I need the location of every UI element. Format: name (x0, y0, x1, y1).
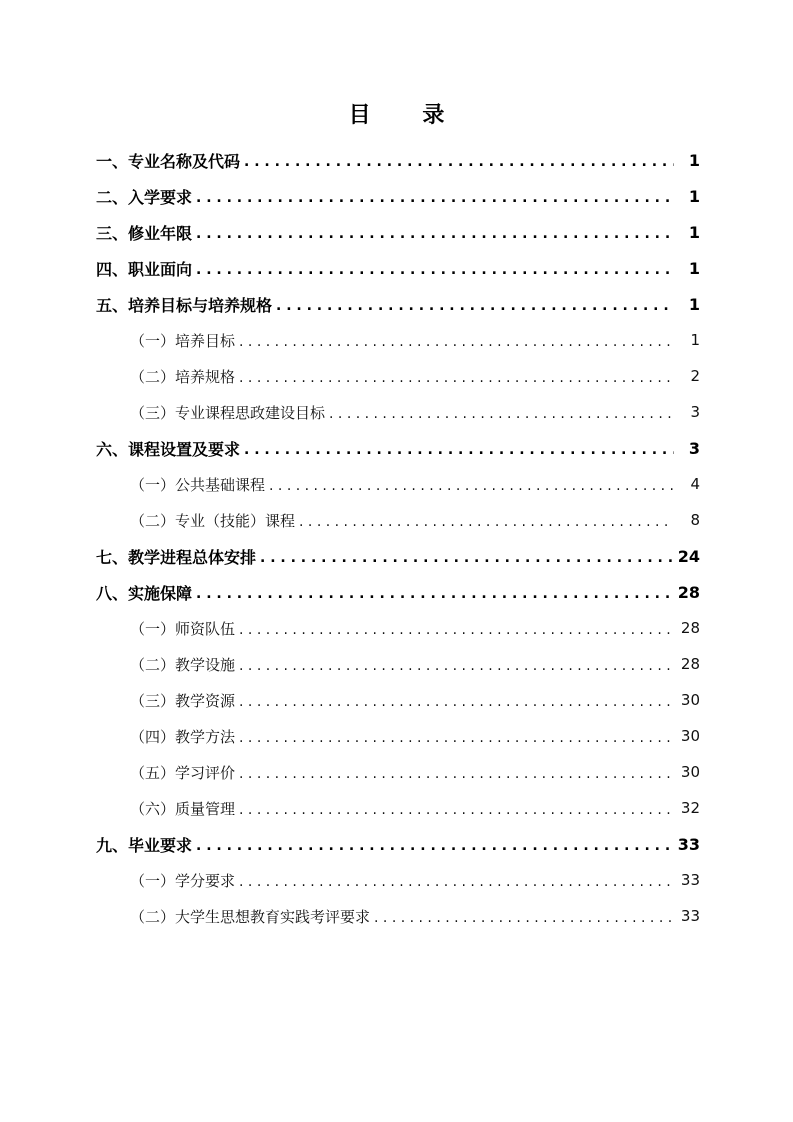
toc-subentry[interactable] (96, 790, 700, 826)
toc-entry[interactable] (96, 430, 700, 466)
toc-page-number: 30 (680, 691, 700, 709)
toc-subentry[interactable] (96, 466, 700, 502)
toc-page-number: 1 (688, 222, 700, 242)
toc-page-number: 30 (680, 727, 700, 745)
dot-leader (329, 404, 674, 430)
toc-entry-text: 二、入学要求 (96, 187, 193, 207)
toc-entry-text: 六、课程设置及要求 (96, 439, 241, 459)
toc-entry[interactable] (96, 286, 700, 322)
dot-leader (196, 188, 674, 214)
toc-subentry[interactable] (96, 322, 700, 358)
toc-entry-text: （一）学分要求 (130, 871, 236, 890)
toc-entry-text: （一）师资队伍 (130, 619, 236, 638)
toc-subentry[interactable] (96, 646, 700, 682)
toc-entry[interactable] (96, 214, 700, 250)
dot-leader (239, 692, 674, 718)
dot-leader (299, 512, 674, 538)
toc-entry-text: 五、培养目标与培养规格 (96, 295, 273, 315)
toc-page-number: 1 (690, 331, 700, 349)
toc-page-number: 8 (690, 511, 700, 529)
toc-entry[interactable] (96, 178, 700, 214)
toc-entry-text: （二）专业（技能）课程 (130, 511, 296, 530)
toc-subentry[interactable] (96, 358, 700, 394)
toc-entry-text: （一）公共基础课程 (130, 475, 266, 494)
toc-list (96, 142, 700, 934)
toc-entry-text: （一）培养目标 (130, 331, 236, 350)
toc-page-number: 24 (677, 546, 700, 566)
dot-leader (276, 296, 674, 322)
toc-entry-text: （二）培养规格 (130, 367, 236, 386)
dot-leader (244, 152, 674, 178)
toc-entry[interactable] (96, 574, 700, 610)
dot-leader (239, 620, 674, 646)
toc-page-number: 1 (688, 294, 700, 314)
dot-leader (239, 800, 674, 826)
dot-leader (244, 440, 674, 466)
toc-page-number: 3 (690, 403, 700, 421)
toc-page-number: 1 (688, 258, 700, 278)
toc-entry-text: 七、教学进程总体安排 (96, 547, 257, 567)
toc-subentry[interactable] (96, 718, 700, 754)
toc-page-number: 33 (680, 871, 700, 889)
toc-entry[interactable] (96, 250, 700, 286)
toc-page-number: 2 (690, 367, 700, 385)
toc-page-number: 28 (680, 655, 700, 673)
toc-page-number: 4 (690, 475, 700, 493)
toc-page-number: 3 (688, 438, 700, 458)
dot-leader (196, 836, 674, 862)
toc-subentry[interactable] (96, 898, 700, 934)
toc-entry-text: （六）质量管理 (130, 799, 236, 818)
toc-subentry[interactable] (96, 754, 700, 790)
dot-leader (239, 656, 674, 682)
toc-entry-text: （四）教学方法 (130, 727, 236, 746)
dot-leader (260, 548, 674, 574)
toc-subentry[interactable] (96, 610, 700, 646)
toc-entry[interactable] (96, 142, 700, 178)
toc-entry[interactable] (96, 538, 700, 574)
toc-subentry[interactable] (96, 394, 700, 430)
toc-page-number: 1 (688, 186, 700, 206)
dot-leader (374, 908, 674, 934)
toc-entry-text: （三）教学资源 (130, 691, 236, 710)
toc-entry-text: 一、专业名称及代码 (96, 151, 241, 171)
toc-subentry[interactable] (96, 862, 700, 898)
toc-entry[interactable] (96, 826, 700, 862)
dot-leader (269, 476, 674, 502)
toc-entry-text: （五）学习评价 (130, 763, 236, 782)
dot-leader (239, 332, 674, 358)
toc-entry-text: 八、实施保障 (96, 583, 193, 603)
dot-leader (239, 728, 674, 754)
dot-leader (239, 764, 674, 790)
toc-entry-text: 九、毕业要求 (96, 835, 193, 855)
toc-page-number: 30 (680, 763, 700, 781)
dot-leader (196, 224, 674, 250)
dot-leader (196, 260, 674, 286)
dot-leader (239, 872, 674, 898)
toc-page-number: 28 (680, 619, 700, 637)
toc-entry-text: （二）教学设施 (130, 655, 236, 674)
toc-page-number: 33 (677, 834, 700, 854)
toc-page-number: 28 (677, 582, 700, 602)
toc-title: 目 录 (348, 103, 467, 128)
dot-leader (196, 584, 674, 610)
toc-page-number: 33 (680, 907, 700, 925)
toc-page-number: 1 (688, 150, 700, 170)
toc-entry-text: 四、职业面向 (96, 259, 193, 279)
toc-entry-text: 三、修业年限 (96, 223, 193, 243)
toc-page-number: 32 (680, 799, 700, 817)
dot-leader (239, 368, 674, 394)
toc-subentry[interactable] (96, 502, 700, 538)
toc-entry-text: （二）大学生思想教育实践考评要求 (130, 907, 371, 926)
toc-subentry[interactable] (96, 682, 700, 718)
toc-entry-text: （三）专业课程思政建设目标 (130, 403, 326, 422)
